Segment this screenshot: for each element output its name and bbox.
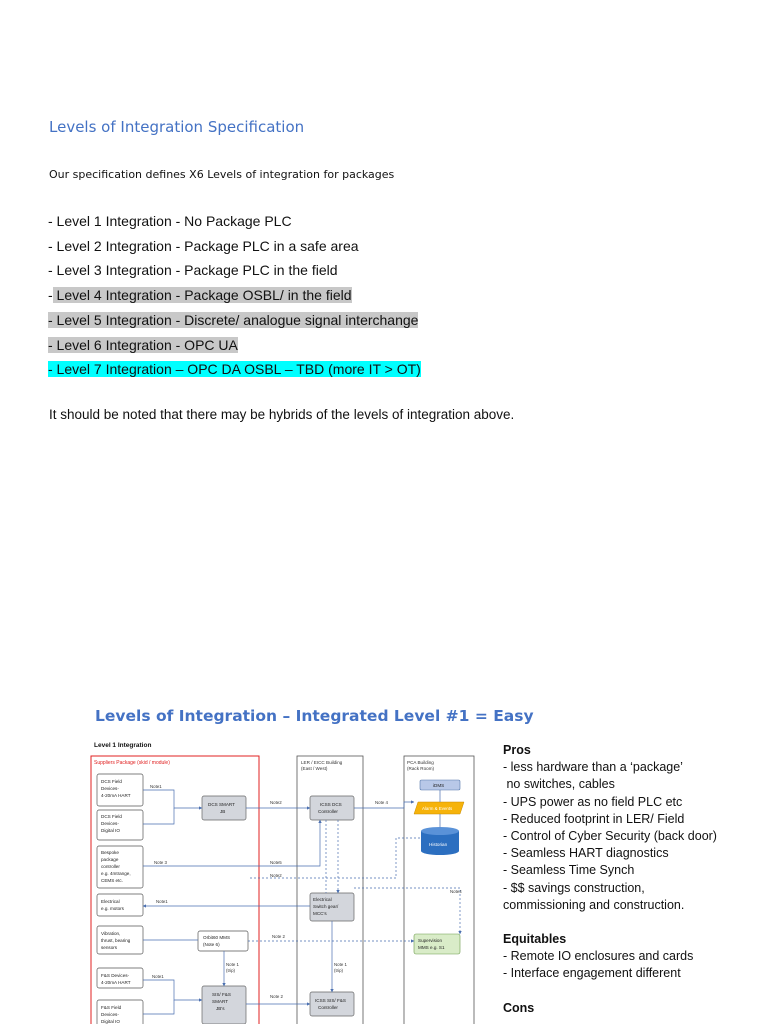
fs-field-digital-text: F&S Field Devices-Digital IO <box>101 1005 122 1024</box>
intro-paragraph: Our specification defines X6 Levels of integration for packages <box>49 168 395 181</box>
vibration-sensors-text: Vibration, thrust, bearing sensors <box>101 931 131 950</box>
note-4b: Note4 <box>450 889 462 894</box>
level-5-highlight: - Level 5 Integration - Discrete/ analogue signal interchange <box>48 311 419 328</box>
icss-dcs-controller-text: ICSS DCS Controller <box>318 802 342 814</box>
level-4-highlight: Level 4 Integration - Package OSBL/ in the field <box>52 287 352 304</box>
fs-devices-hart-box <box>97 968 143 988</box>
dcs-field-digital-text: DCS Field Devices-Digital IO <box>101 814 122 833</box>
note-2a: Note2 <box>270 800 282 805</box>
supervision-mms-box <box>414 934 460 954</box>
ler-building-sub: (East / West) <box>301 766 328 771</box>
level-2-item: - Level 2 Integration - Package PLC in a safe area <box>48 237 359 254</box>
pros-item: - Reduced footprint in LER/ Field <box>503 811 685 826</box>
line-digital-to-jb <box>143 808 174 824</box>
document-heading: Levels of Integration Specification <box>49 118 305 136</box>
level-6-highlight: - Level 6 Integration - OPC UA <box>48 336 238 353</box>
cons-heading: Cons <box>503 1000 535 1015</box>
pca-building-sub: (Rack Room) <box>407 766 435 771</box>
levels-list <box>48 209 421 382</box>
note-2c: Note 2 <box>272 934 285 939</box>
level-7-highlight: - Level 7 Integration – OPC DA OSBL – TBD (more IT > OT) <box>48 361 421 378</box>
note-4: Note 4 <box>375 800 388 805</box>
pros-item: - Seamless Time Synch <box>503 863 635 878</box>
dcs-smart-jb-box <box>202 796 246 820</box>
note-1e: Note1 <box>152 974 164 979</box>
suppliers-package-label: Suppliers Package (skid / module) <box>94 760 170 766</box>
note-1d-trip: (trip) <box>334 968 344 973</box>
integration-diagram <box>90 738 490 1024</box>
note-1b: Note1 <box>156 899 168 904</box>
orbit-mms-box <box>198 931 248 951</box>
line-dashed-3 <box>250 838 421 878</box>
line-fs-hart <box>143 980 202 1000</box>
note-1a: Note1 <box>150 784 162 789</box>
pros-item: - UPS power as no field PLC etc <box>503 794 683 809</box>
electrical-switchgear-text: Electrical Switch gear/ MCC's <box>313 897 339 916</box>
level-4-prefix: - <box>48 287 53 304</box>
sis-smart-jb-text: SIS/ F&S SMART JB's <box>212 992 231 1011</box>
pros-heading: Pros <box>503 743 531 757</box>
note-2d: Note 2 <box>270 994 283 999</box>
icss-sis-controller-text: ICSS SIS/ F&S Controller <box>315 998 346 1010</box>
fs-devices-hart-text: F&S Devices-4-20mA HART <box>101 973 131 985</box>
level-6-item <box>48 333 421 358</box>
orbit-mms-text: Orbit60 MMS (Note 6) <box>203 935 231 947</box>
idms-text: iDMS <box>433 783 445 788</box>
alarm-events-text: Alarm & Events <box>422 806 453 811</box>
hybrids-note: It should be noted that there may be hybrids of the levels of integration above. <box>49 407 515 422</box>
equitables-item: - Remote IO enclosures and cards <box>503 949 694 964</box>
pros-item: - $$ savings construction, <box>503 880 645 895</box>
pros-item: commissioning and construction. <box>503 897 685 912</box>
level-4-item <box>48 283 421 308</box>
line-bespoke <box>143 820 320 866</box>
note-5: Note5 <box>270 860 282 865</box>
pca-building-frame <box>404 756 474 1024</box>
line-fs-digital <box>143 1000 174 1014</box>
pros-item: - less hardware than a ‘package’ <box>503 760 683 775</box>
note-1c: Note 1 <box>226 962 239 967</box>
ler-building-label: LER / EICC Building <box>301 760 343 765</box>
historian-cylinder <box>421 827 459 855</box>
note-3: Note 3 <box>154 860 167 865</box>
level-7-item <box>48 357 421 382</box>
bespoke-controller-text: Bespoke package controller e.g. 4mtrange, CEMS etc. <box>101 850 131 883</box>
slide-title: Levels of Integration – Integrated Level #1 = Easy <box>95 707 534 725</box>
pca-building-label: PCA Building <box>407 760 434 765</box>
pros-cons-panel <box>503 742 717 1017</box>
electrical-motors-box <box>97 894 143 916</box>
level-5-item <box>48 308 421 333</box>
level-3-item: - Level 3 Integration - Package PLC in the field <box>48 262 338 279</box>
note-1c-trip: (trip) <box>226 968 236 973</box>
line-hart-to-jb <box>143 790 202 808</box>
diagram-label: Level 1 Integration <box>94 742 152 749</box>
dcs-smart-jb-text: DCS SMART JB <box>208 802 235 814</box>
icss-sis-controller-box <box>310 992 354 1016</box>
electrical-motors-text: Electrical e.g. motors <box>101 899 124 911</box>
icss-dcs-controller-box <box>310 796 354 820</box>
level-1-item: - Level 1 Integration - No Package PLC <box>48 213 292 229</box>
line-dashed-4 <box>354 888 460 934</box>
equitables-item: - Interface engagement different <box>503 966 681 981</box>
note-2b: Note2 <box>270 873 282 878</box>
historian-text: Historian <box>429 842 448 847</box>
dcs-field-hart-text: DCS Field Devices-4-20mA HART <box>101 779 131 798</box>
pros-item: - Control of Cyber Security (back door) <box>503 829 717 844</box>
pros-item: no switches, cables <box>503 777 615 792</box>
pros-item: - Seamless HART diagnostics <box>503 846 669 861</box>
note-1d: Note 1 <box>334 962 347 967</box>
equitables-heading: Equitables <box>503 932 567 947</box>
supervision-mms-text: Supervision MMS e.g. S1 <box>418 938 445 950</box>
